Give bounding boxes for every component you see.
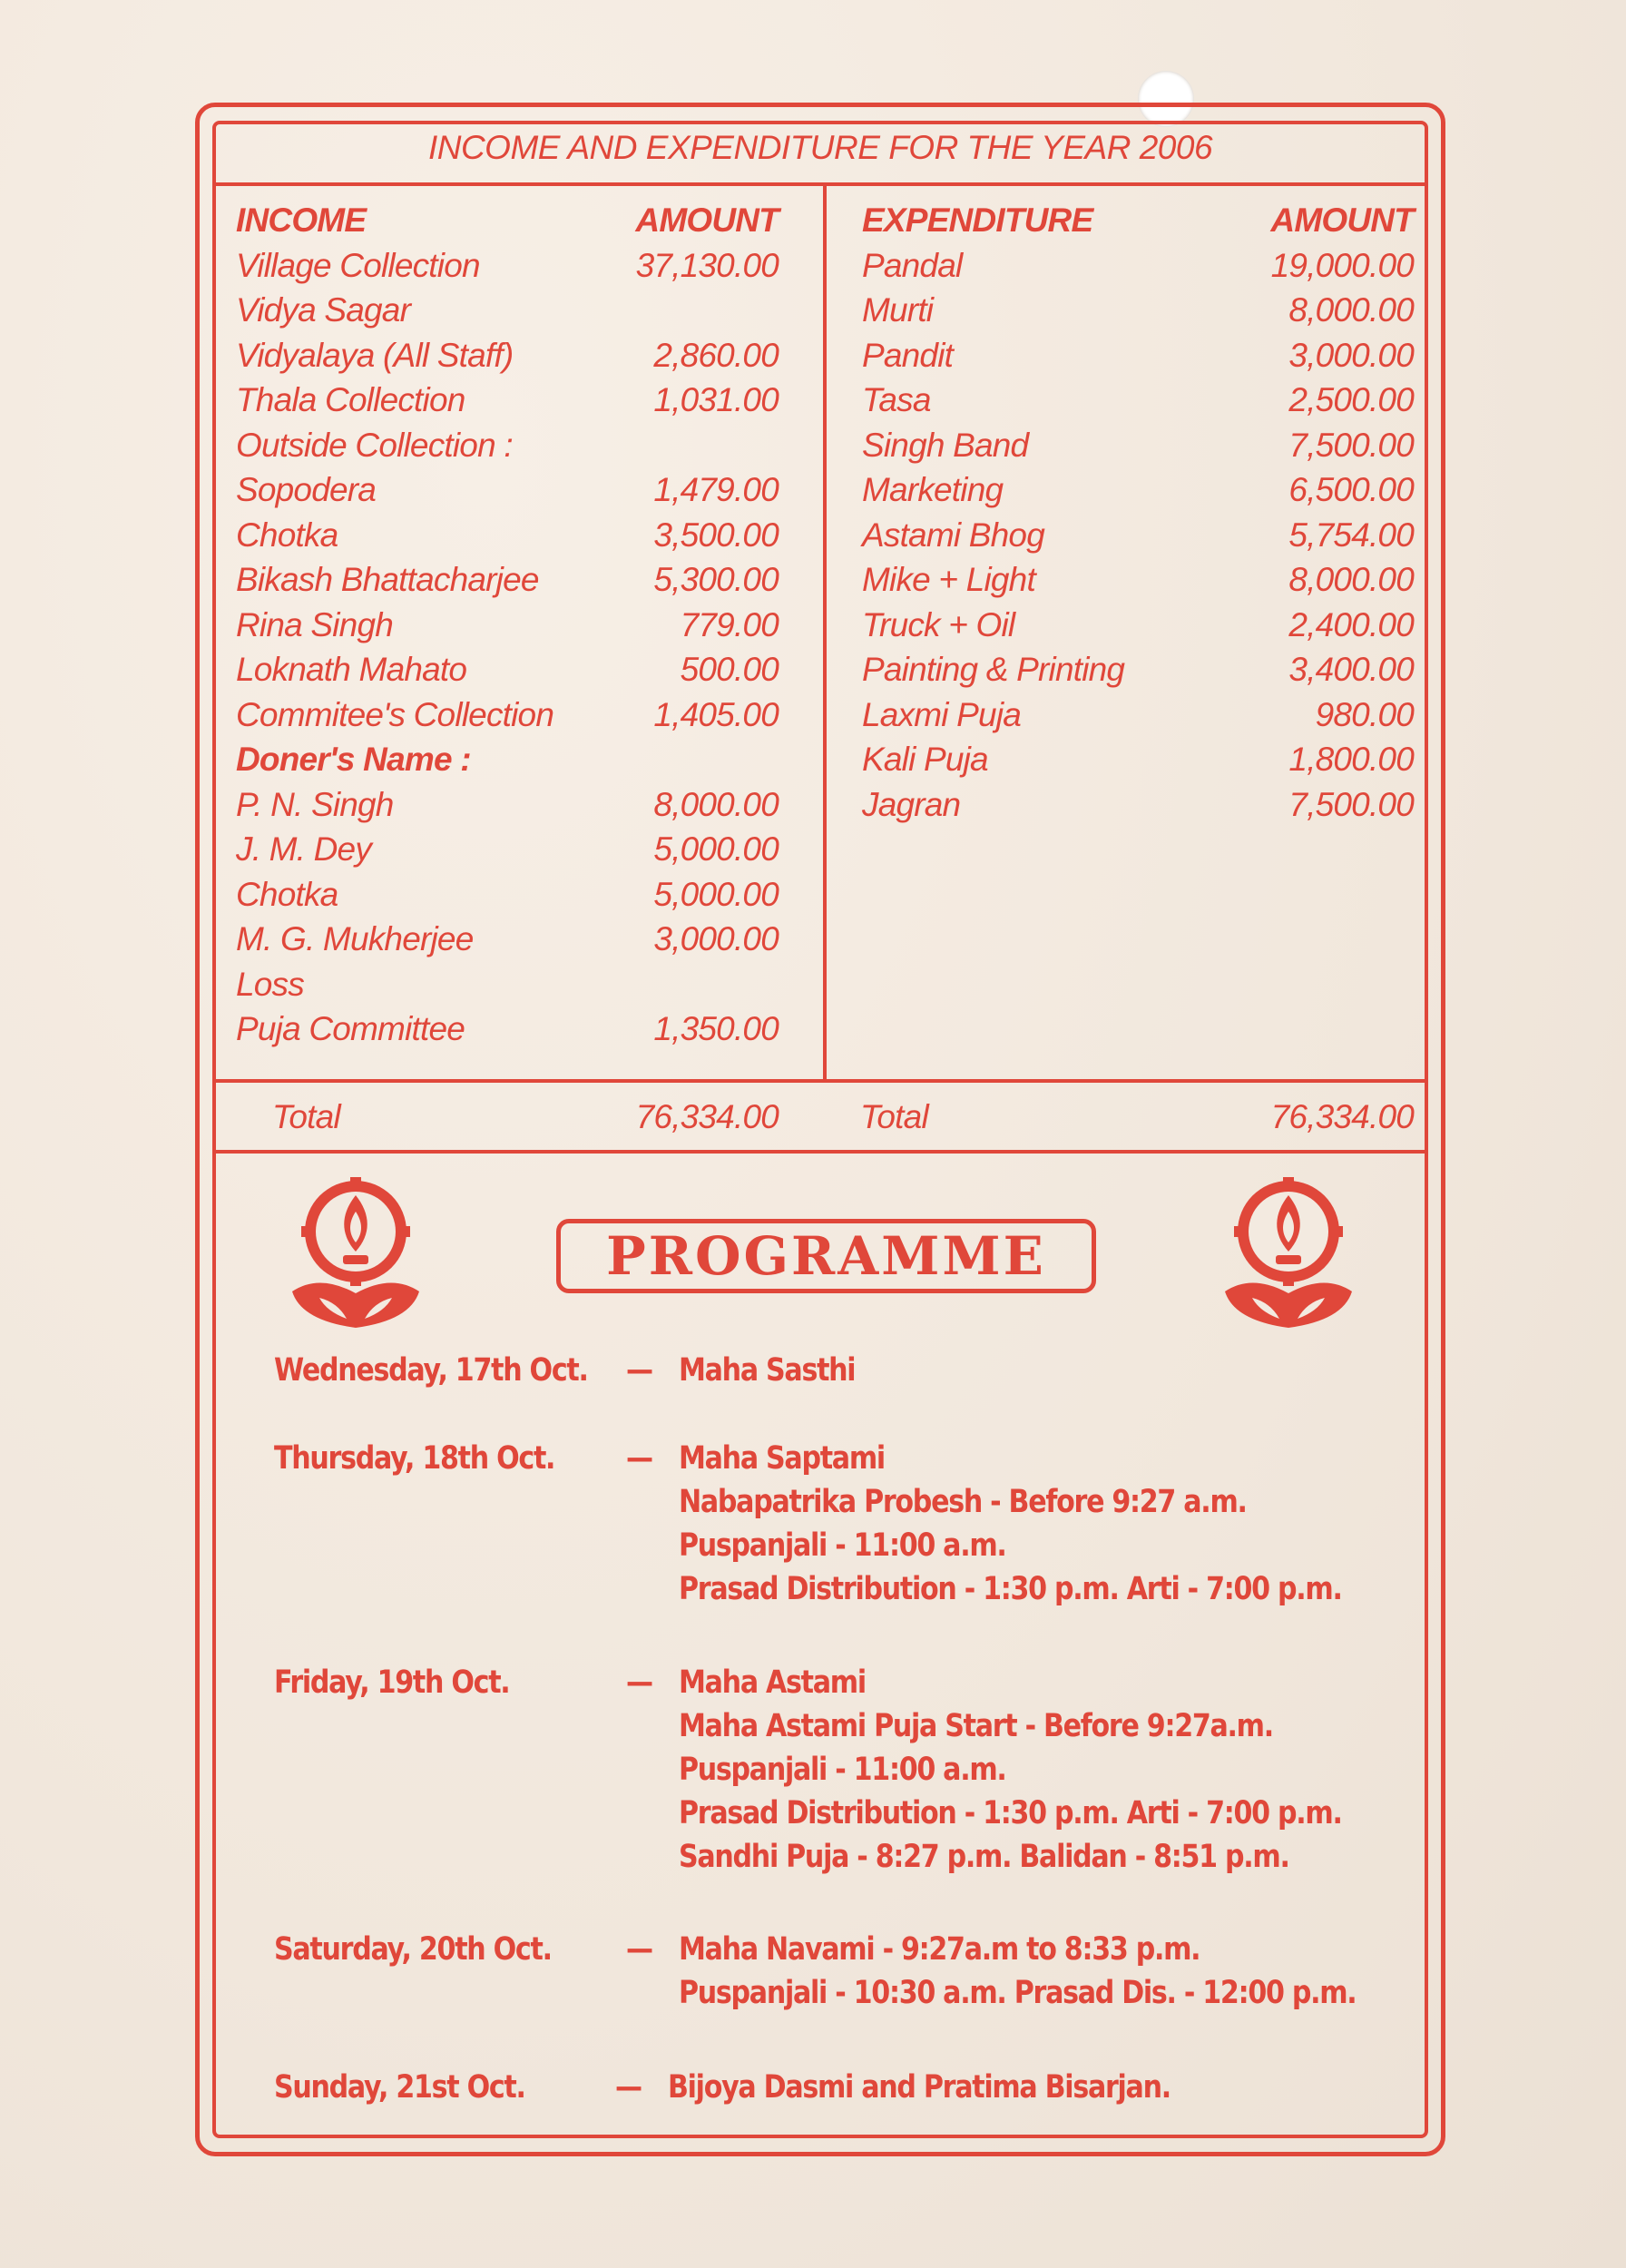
expenditure-row-label: Jagran (862, 785, 961, 823)
lamp-lotus-emblem-icon-right (1216, 1175, 1361, 1339)
expenditure-row-label: Mike + Light (862, 561, 1035, 598)
programme-event-line: Sandhi Puja - 8:27 p.m. Balidan - 8:51 p.m. (679, 1839, 1289, 1875)
programme-dash: — (626, 1664, 652, 1701)
expenditure-row (862, 786, 1414, 828)
expenditure-row (862, 381, 1414, 423)
expenditure-row-label: Singh Band (862, 426, 1029, 464)
total-divider-bottom (216, 1150, 1425, 1154)
expenditure-row-label: Pandit (862, 336, 954, 374)
programme-dash: — (626, 1352, 652, 1389)
expenditure-row-amount: 980.00 (1315, 695, 1414, 733)
income-row-label: Rina Singh (236, 605, 394, 643)
income-row (236, 1010, 779, 1052)
programme-heading: PROGRAMME (556, 1219, 1096, 1293)
income-row (236, 247, 779, 289)
income-total-row (272, 1098, 779, 1140)
expenditure-row (862, 247, 1414, 289)
income-row-label: Loss (236, 965, 304, 1003)
programme-day: Sunday, 21st Oct. (274, 2069, 525, 2106)
programme-event-line: Maha Astami (679, 1664, 866, 1701)
expenditure-header-amount: AMOUNT (1270, 201, 1414, 239)
programme-day: Wednesday, 17th Oct. (274, 1352, 588, 1389)
expenditure-row-label: Murti (862, 291, 934, 329)
income-row (236, 830, 779, 872)
programme-event-line: Maha Navami - 9:27a.m to 8:33 p.m. (679, 1931, 1200, 1968)
income-row-label: Vidyalaya (All Staff) (236, 336, 514, 374)
income-row (236, 291, 779, 333)
income-row (236, 381, 779, 423)
expenditure-row (862, 651, 1414, 692)
income-row-label: Commitee's Collection (236, 695, 554, 733)
expenditure-row-amount: 3,000.00 (1288, 336, 1414, 374)
programme-day: Thursday, 18th Oct. (274, 1440, 555, 1477)
expenditure-row (862, 741, 1414, 782)
expenditure-row-amount: 8,000.00 (1288, 291, 1414, 329)
income-row-amount: 1,350.00 (653, 1010, 779, 1047)
programme-event-line: Maha Sasthi (679, 1352, 856, 1389)
income-row-label: Village Collection (236, 246, 480, 284)
column-divider (823, 182, 827, 1083)
income-row-label: Puja Committee (236, 1010, 465, 1047)
expenditure-row-amount: 19,000.00 (1270, 246, 1414, 284)
income-row (236, 516, 779, 558)
expenditure-row-label: Laxmi Puja (862, 695, 1022, 733)
income-row-amount: 500.00 (680, 651, 779, 688)
income-row-amount: 2,860.00 (653, 336, 779, 374)
income-row-amount: 37,130.00 (635, 246, 779, 284)
expenditure-row-label: Truck + Oil (862, 605, 1015, 643)
programme-day: Friday, 19th Oct. (274, 1664, 510, 1701)
income-row-amount: 5,000.00 (653, 875, 779, 913)
total-divider-top (216, 1079, 1425, 1083)
income-row-label: P. N. Singh (236, 785, 394, 823)
expenditure-row-label: Kali Puja (862, 741, 988, 778)
programme-event-line: Maha Astami Puja Start - Before 9:27a.m. (679, 1708, 1273, 1744)
programme-dash: — (626, 1440, 652, 1477)
income-row-amount: 5,300.00 (653, 561, 779, 598)
expenditure-row (862, 606, 1414, 648)
expenditure-row-label: Astami Bhog (862, 515, 1044, 554)
expenditure-row-amount: 8,000.00 (1288, 561, 1414, 598)
income-row-label: Chotka (236, 875, 338, 913)
lamp-lotus-emblem-icon (283, 1175, 428, 1339)
income-row (236, 427, 779, 468)
programme-event-line: Bijoya Dasmi and Pratima Bisarjan. (668, 2069, 1171, 2106)
expenditure-row-amount: 7,500.00 (1288, 426, 1414, 464)
income-row-amount: 3,500.00 (653, 515, 779, 554)
income-row-label: Bikash Bhattacharjee (236, 561, 539, 598)
income-total-label: Total (272, 1098, 340, 1135)
programme-event-line: Puspanjali - 11:00 a.m. (679, 1752, 1006, 1788)
income-row (236, 696, 779, 738)
programme-event-line: Prasad Distribution - 1:30 p.m. Arti - 7:00 p.m. (679, 1795, 1342, 1831)
income-row (236, 876, 779, 918)
income-row (236, 471, 779, 513)
programme-event-line: Puspanjali - 11:00 a.m. (679, 1527, 1006, 1564)
income-row-label: Sopodera (236, 471, 377, 508)
programme-event-line: Puspanjali - 10:30 a.m. Prasad Dis. - 12:00 p.m. (679, 1975, 1357, 2011)
page-title: INCOME AND EXPENDITURE FOR THE YEAR 2006 (427, 129, 1213, 166)
expenditure-row (862, 561, 1414, 603)
expenditure-row-amount: 2,500.00 (1288, 381, 1414, 418)
programme-event-line: Nabapatrika Probesh - Before 9:27 a.m. (679, 1484, 1247, 1520)
expenditure-row (862, 516, 1414, 558)
expenditure-row-amount: 1,800.00 (1288, 741, 1414, 778)
expenditure-row-label: Pandal (862, 246, 963, 284)
income-row-amount: 3,000.00 (653, 920, 779, 957)
income-row-amount: 1,405.00 (653, 695, 779, 733)
income-row (236, 561, 779, 603)
income-row (236, 966, 779, 1007)
expenditure-row-label: Painting & Printing (862, 651, 1125, 688)
expenditure-row-amount: 6,500.00 (1288, 471, 1414, 508)
expenditure-row-amount: 7,500.00 (1288, 785, 1414, 823)
income-row (236, 920, 779, 962)
programme-day: Saturday, 20th Oct. (274, 1931, 552, 1968)
expenditure-row (862, 291, 1414, 333)
expenditure-row (862, 337, 1414, 378)
income-row-label: Vidya Sagar (236, 291, 411, 329)
expenditure-row-amount: 3,400.00 (1288, 651, 1414, 688)
income-row (236, 786, 779, 828)
income-header-amount: AMOUNT (635, 201, 779, 239)
income-row-label: Loknath Mahato (236, 651, 467, 688)
income-header-row (236, 201, 779, 243)
income-row-label: Chotka (236, 515, 338, 554)
income-row-label: Thala Collection (236, 381, 465, 418)
income-row-amount: 1,031.00 (653, 381, 779, 418)
income-row-label: M. G. Mukherjee (236, 920, 474, 957)
income-row-label: Doner's Name : (236, 741, 471, 778)
income-row (236, 741, 779, 782)
income-row (236, 651, 779, 692)
expenditure-row (862, 696, 1414, 738)
programme-event-line: Prasad Distribution - 1:30 p.m. Arti - 7:00 p.m. (679, 1571, 1342, 1607)
programme-event-line: Maha Saptami (679, 1440, 885, 1477)
income-row-label: Outside Collection : (236, 426, 513, 464)
income-row-amount: 779.00 (680, 605, 779, 643)
income-header-label: INCOME (236, 201, 367, 239)
income-row (236, 337, 779, 378)
expenditure-row-amount: 5,754.00 (1288, 515, 1414, 554)
income-row-label: J. M. Dey (236, 830, 372, 868)
expenditure-row (862, 427, 1414, 468)
income-row (236, 606, 779, 648)
expenditure-row-label: Tasa (862, 381, 931, 418)
programme-dash: — (626, 1931, 652, 1968)
programme-dash: — (615, 2069, 642, 2106)
expenditure-total-row (860, 1098, 1414, 1140)
income-row-amount: 1,479.00 (653, 471, 779, 508)
expenditure-total-amount: 76,334.00 (1270, 1098, 1414, 1135)
expenditure-header-label: EXPENDITURE (862, 201, 1093, 239)
expenditure-header-row (862, 201, 1414, 243)
income-row-amount: 8,000.00 (653, 785, 779, 823)
expenditure-row-amount: 2,400.00 (1288, 605, 1414, 643)
income-row-amount: 5,000.00 (653, 830, 779, 868)
expenditure-row-label: Marketing (862, 471, 1004, 508)
expenditure-total-label: Total (860, 1098, 928, 1135)
title-divider (216, 182, 1425, 186)
income-total-amount: 76,334.00 (635, 1098, 779, 1135)
expenditure-row (862, 471, 1414, 513)
